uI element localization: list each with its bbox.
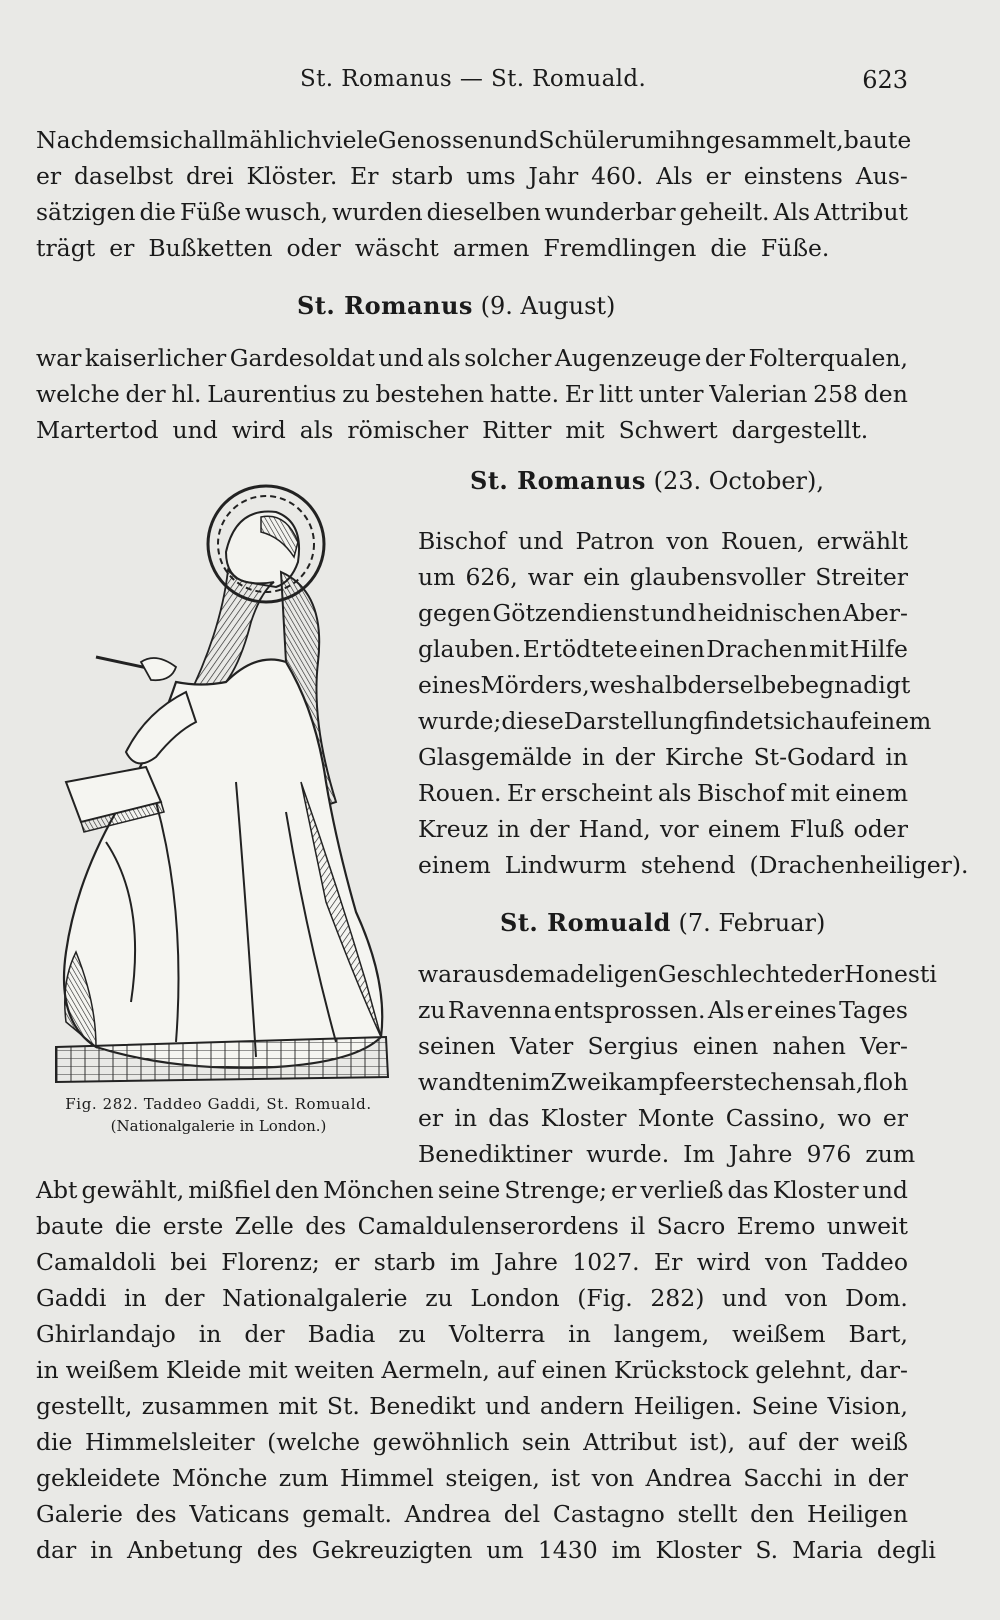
text-line: wurde; diese Darstellung findet sich auf einem: [418, 707, 932, 735]
text-line: Glasgemälde in der Kirche St-Godard in: [418, 743, 908, 771]
heading-title: St. Romuald: [500, 908, 671, 937]
text-line: zu Ravenna entsprossen. Als er eines Tages: [418, 996, 908, 1024]
text-line: wandten im Zweikampfe erstechen sah, floh: [418, 1068, 909, 1096]
figure-caption: [36, 1093, 401, 1137]
caption-line-2: (Nationalgalerie in London.): [110, 1117, 327, 1135]
heading-date: (9. August): [480, 292, 616, 320]
text-line: gestellt, zusammen mit St. Benedikt und andern Heiligen. Seine Vision,: [36, 1392, 908, 1420]
text-line: gegen Götzendienst und heidnischen Aber-: [418, 599, 908, 627]
text-line: Galerie des Vaticans gemalt. Andrea del Castagno stellt den Heiligen: [36, 1500, 908, 1528]
romanus-october-paragraph: [418, 523, 969, 883]
heading-title: St. Romanus: [297, 291, 473, 320]
text-line: die Himmelsleiter (welche gewöhnlich sein Attribut ist), auf der weiß: [36, 1428, 908, 1456]
caption-line-1: Fig. 282. Taddeo Gaddi, St. Romuald.: [65, 1095, 372, 1113]
text-line: gekleidete Mönche zum Himmel steigen, ist von Andrea Sacchi in der: [36, 1464, 908, 1492]
st-romuald-woodcut-image: [36, 482, 396, 1084]
text-line: Kreuz in der Hand, vor einem Fluß oder: [418, 815, 908, 843]
text-line: baute die erste Zelle des Camaldulenserordens il Sacro Eremo unweit: [36, 1212, 908, 1240]
intro-paragraph: [36, 122, 912, 266]
text-line: seinen Vater Sergius einen nahen Ver-: [418, 1032, 908, 1060]
heading-date: (7. Februar): [678, 909, 826, 937]
text-line: um 626, war ein glaubensvoller Streiter: [418, 563, 908, 591]
text-line: er daselbst drei Klöster. Er starb ums Jahr 460. Als er einstens Aus-: [36, 162, 908, 190]
heading-romuald: [500, 908, 825, 937]
text-line: er in das Kloster Monte Cassino, wo er: [418, 1104, 908, 1132]
text-line: Gaddi in der Nationalgalerie zu London (Fig. 282) und von Dom.: [36, 1284, 908, 1312]
page-number: 623: [862, 66, 908, 94]
text-line: Martertod und wird als römischer Ritter mit Schwert dargestellt.: [36, 416, 869, 444]
text-line: welche der hl. Laurentius zu bestehen hatte. Er litt unter Valerian 258 den: [36, 380, 908, 408]
heading-date: (23. October),: [653, 467, 824, 495]
text-line: sätzigen die Füße wusch, wurden dieselben wunderbar geheilt. Als Attribut: [36, 198, 908, 226]
heading-romanus-august: [297, 291, 615, 320]
text-line: trägt er Bußketten oder wäscht armen Fremdlingen die Füße.: [36, 234, 830, 262]
page-header: [0, 66, 1000, 100]
text-line: Benediktiner wurde. Im Jahre 976 zum: [418, 1140, 916, 1168]
text-line: in weißem Kleide mit weiten Aermeln, auf einen Krückstock gelehnt, dar-: [36, 1356, 908, 1384]
text-line: Abt gewählt, mißfiel den Mönchen seine Strenge; er verließ das Kloster und: [36, 1176, 908, 1204]
text-line: Nachdem sich allmählich viele Genossen und Schüler um ihn gesammelt, baute: [36, 126, 912, 154]
romuald-paragraph-narrow: [418, 956, 937, 1172]
text-line: Bischof und Patron von Rouen, erwählt: [418, 527, 908, 555]
running-head: St. Romanus — St. Romuald.: [300, 66, 647, 92]
heading-romanus-october: [470, 466, 824, 495]
text-line: war kaiserlicher Gardesoldat und als solcher Augenzeuge der Folterqualen,: [36, 344, 908, 372]
text-line: glauben. Er tödtete einen Drachen mit Hilfe: [418, 635, 908, 663]
romanus-august-paragraph: [36, 340, 908, 448]
romuald-paragraph-wide: [36, 1172, 936, 1568]
text-line: Camaldoli bei Florenz; er starb im Jahre 1027. Er wird von Taddeo: [36, 1248, 908, 1276]
heading-title: St. Romanus: [470, 466, 646, 495]
text-line: dar in Anbetung des Gekreuzigten um 1430 im Kloster S. Maria degli: [36, 1536, 936, 1564]
text-line: eines Mörders, weshalb derselbe begnadigt: [418, 671, 911, 699]
woodcut-figure: [36, 482, 396, 1084]
text-line: Ghirlandajo in der Badia zu Volterra in langem, weißem Bart,: [36, 1320, 908, 1348]
text-line: Rouen. Er erscheint als Bischof mit einem: [418, 779, 908, 807]
text-line: einem Lindwurm stehend (Drachenheiliger).: [418, 851, 969, 879]
text-line: war aus dem adeligen Geschlechte der Honesti: [418, 960, 937, 988]
